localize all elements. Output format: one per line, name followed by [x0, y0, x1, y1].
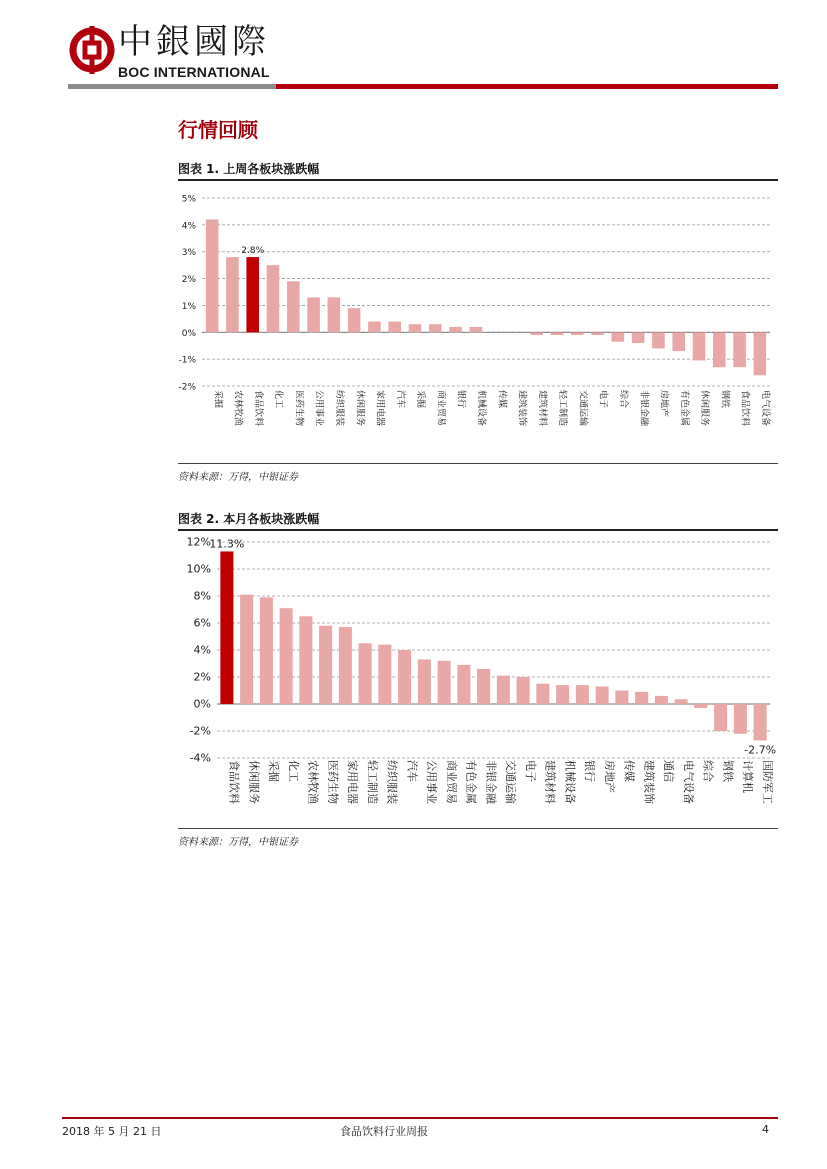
x-category-label: 化工 [273, 390, 284, 409]
figure1-top-rule [178, 179, 778, 181]
x-category-label: 建筑材料 [536, 390, 547, 427]
bar [694, 704, 707, 708]
logo-chinese-text: 中銀國際 [118, 22, 270, 62]
bar [612, 332, 625, 341]
x-category-label: 休闲服务 [247, 760, 261, 804]
bar [299, 616, 312, 704]
y-tick-label: 5% [181, 194, 196, 205]
x-category-label: 建筑装饰 [516, 390, 527, 427]
figure1-title: 图表 1. 上周各板块涨跌幅 [178, 162, 320, 176]
bar [734, 704, 747, 734]
bar [632, 332, 645, 343]
bar [226, 257, 239, 332]
x-category-label: 商业贸易 [444, 760, 458, 804]
bar [551, 332, 564, 335]
bar [714, 704, 727, 731]
bar [378, 645, 391, 704]
chart2-sector-monthly-returns [178, 532, 778, 827]
figure2-source: 资料来源：万得，中银证券 [178, 837, 298, 848]
section-title: 行情回顾 [178, 118, 258, 142]
bar [693, 332, 706, 360]
bar [287, 281, 300, 332]
bar [398, 650, 411, 704]
x-category-label: 轻工制造 [557, 390, 568, 427]
x-category-label: 采掘 [212, 390, 223, 409]
y-tick-label: 12% [186, 535, 211, 549]
y-tick-label: 1% [181, 301, 196, 312]
bar [571, 332, 584, 335]
x-category-label: 汽车 [405, 760, 419, 782]
x-category-label: 银行 [583, 760, 597, 782]
bar [635, 692, 648, 704]
x-category-label: 综合 [701, 760, 715, 782]
x-category-label: 综合 [618, 390, 629, 409]
x-category-label: 休闲服务 [354, 390, 365, 427]
x-category-label: 食品饮料 [252, 390, 263, 427]
x-category-label: 有色金属 [464, 760, 478, 804]
bar [246, 257, 259, 332]
y-tick-label: 8% [193, 589, 211, 603]
bar [429, 324, 442, 332]
y-tick-label: 4% [193, 643, 211, 657]
x-category-label: 电气设备 [681, 760, 695, 804]
x-category-label: 建筑装饰 [642, 760, 656, 804]
x-category-label: 家用电器 [374, 390, 385, 427]
bar [556, 685, 569, 704]
x-category-label: 钢铁 [721, 760, 735, 782]
chart1-sector-weekly-returns [178, 182, 778, 462]
x-category-label: 医药生物 [326, 760, 340, 804]
header-rule-red [276, 84, 778, 89]
bar [754, 332, 767, 375]
bar [319, 626, 332, 704]
figure2-title: 图表 2. 本月各板块涨跌幅 [178, 512, 320, 526]
footer-page-number: 4 [762, 1123, 769, 1136]
bar [267, 265, 280, 332]
footer-report-name: 食品饮料行业周报 [340, 1125, 428, 1138]
bar [652, 332, 665, 348]
bar [536, 684, 549, 704]
bar [359, 643, 372, 704]
y-tick-label: 2% [181, 275, 196, 286]
bar [457, 665, 470, 704]
x-category-label: 传媒 [496, 390, 507, 409]
x-category-label: 交通运输 [577, 390, 588, 427]
y-tick-label: 0% [193, 697, 211, 711]
x-category-label: 银行 [455, 390, 466, 409]
x-category-label: 交通运输 [504, 760, 518, 804]
x-category-label: 有色金属 [678, 390, 689, 427]
x-category-label: 医药生物 [293, 390, 304, 427]
figure2-top-rule [178, 529, 778, 531]
bar [449, 327, 462, 332]
bar [307, 297, 320, 332]
bar [477, 669, 490, 704]
data-label: -2.7% [744, 743, 777, 757]
x-category-label: 休闲服务 [699, 390, 710, 427]
bar [260, 597, 273, 704]
y-tick-label: -2% [189, 724, 211, 738]
data-label: 2.8% [241, 246, 265, 257]
x-category-label: 采掘 [415, 390, 426, 409]
x-category-label: 汽车 [394, 390, 405, 409]
figure1-bottom-rule [178, 463, 778, 464]
x-category-label: 非银金融 [638, 390, 649, 427]
x-category-label: 机械设备 [476, 390, 487, 427]
bar [596, 686, 609, 704]
bar [339, 627, 352, 704]
x-category-label: 化工 [286, 760, 300, 782]
bar [713, 332, 726, 367]
x-category-label: 非银金融 [484, 760, 498, 804]
x-category-label: 轻工制造 [365, 760, 379, 804]
x-category-label: 房地产 [658, 390, 669, 418]
y-tick-label: -4% [189, 751, 211, 765]
bar [530, 332, 543, 335]
bar [754, 704, 767, 740]
bar [280, 608, 293, 704]
bar [368, 322, 381, 333]
x-category-label: 农林牧渔 [232, 390, 243, 427]
y-tick-label: -1% [178, 355, 196, 366]
bar [418, 659, 431, 704]
figure1-source: 资料来源：万得，中银证券 [178, 472, 298, 483]
y-tick-label: 10% [186, 562, 211, 576]
bar [470, 327, 483, 332]
x-category-label: 房地产 [602, 760, 616, 793]
logo-english-text: BOC INTERNATIONAL [118, 64, 270, 80]
x-category-label: 机械设备 [563, 760, 577, 804]
bar [348, 308, 361, 332]
y-tick-label: 0% [181, 328, 196, 339]
y-tick-label: 3% [181, 248, 196, 259]
x-category-label: 电子 [523, 760, 537, 782]
bar [438, 661, 451, 704]
x-category-label: 商业贸易 [435, 390, 446, 427]
bar [328, 297, 341, 332]
x-category-label: 通信 [662, 760, 676, 782]
footer-date: 2018 年 5 月 21 日 [62, 1125, 162, 1138]
bar [675, 699, 688, 704]
y-tick-label: -2% [178, 382, 196, 393]
bar [733, 332, 746, 367]
x-category-label: 公用事业 [425, 760, 439, 804]
footer-rule [62, 1117, 778, 1119]
x-category-label: 农林牧渔 [306, 760, 320, 804]
header-rule-gray [68, 84, 276, 89]
bar [409, 324, 422, 332]
x-category-label: 食品饮料 [227, 760, 241, 804]
x-category-label: 采掘 [267, 760, 281, 782]
x-category-label: 电气设备 [760, 390, 771, 427]
y-tick-label: 4% [181, 221, 196, 232]
bar [517, 677, 530, 704]
x-category-label: 建筑材料 [543, 760, 557, 804]
x-category-label: 纺织服装 [334, 390, 345, 427]
figure2-bottom-rule [178, 828, 778, 829]
bar [240, 595, 253, 704]
bar [615, 691, 628, 705]
bar [497, 676, 510, 704]
bar [591, 332, 604, 335]
x-category-label: 传媒 [622, 760, 636, 782]
y-tick-label: 6% [193, 616, 211, 630]
bar [388, 322, 401, 333]
boc-coin-logo-icon [68, 24, 116, 76]
x-category-label: 电子 [597, 390, 608, 409]
x-category-label: 食品饮料 [739, 390, 750, 427]
data-label: 11.3% [209, 537, 245, 551]
bar [655, 696, 668, 704]
bar [220, 551, 233, 704]
bar [576, 685, 589, 704]
bar [672, 332, 685, 351]
x-category-label: 家用电器 [346, 760, 360, 804]
x-category-label: 计算机 [741, 760, 755, 793]
bar [206, 219, 219, 332]
x-category-label: 纺织服装 [385, 760, 399, 804]
y-tick-label: 2% [193, 670, 211, 684]
x-category-label: 钢铁 [719, 390, 730, 409]
x-category-label: 国防军工 [760, 760, 774, 804]
x-category-label: 公用事业 [313, 390, 324, 427]
